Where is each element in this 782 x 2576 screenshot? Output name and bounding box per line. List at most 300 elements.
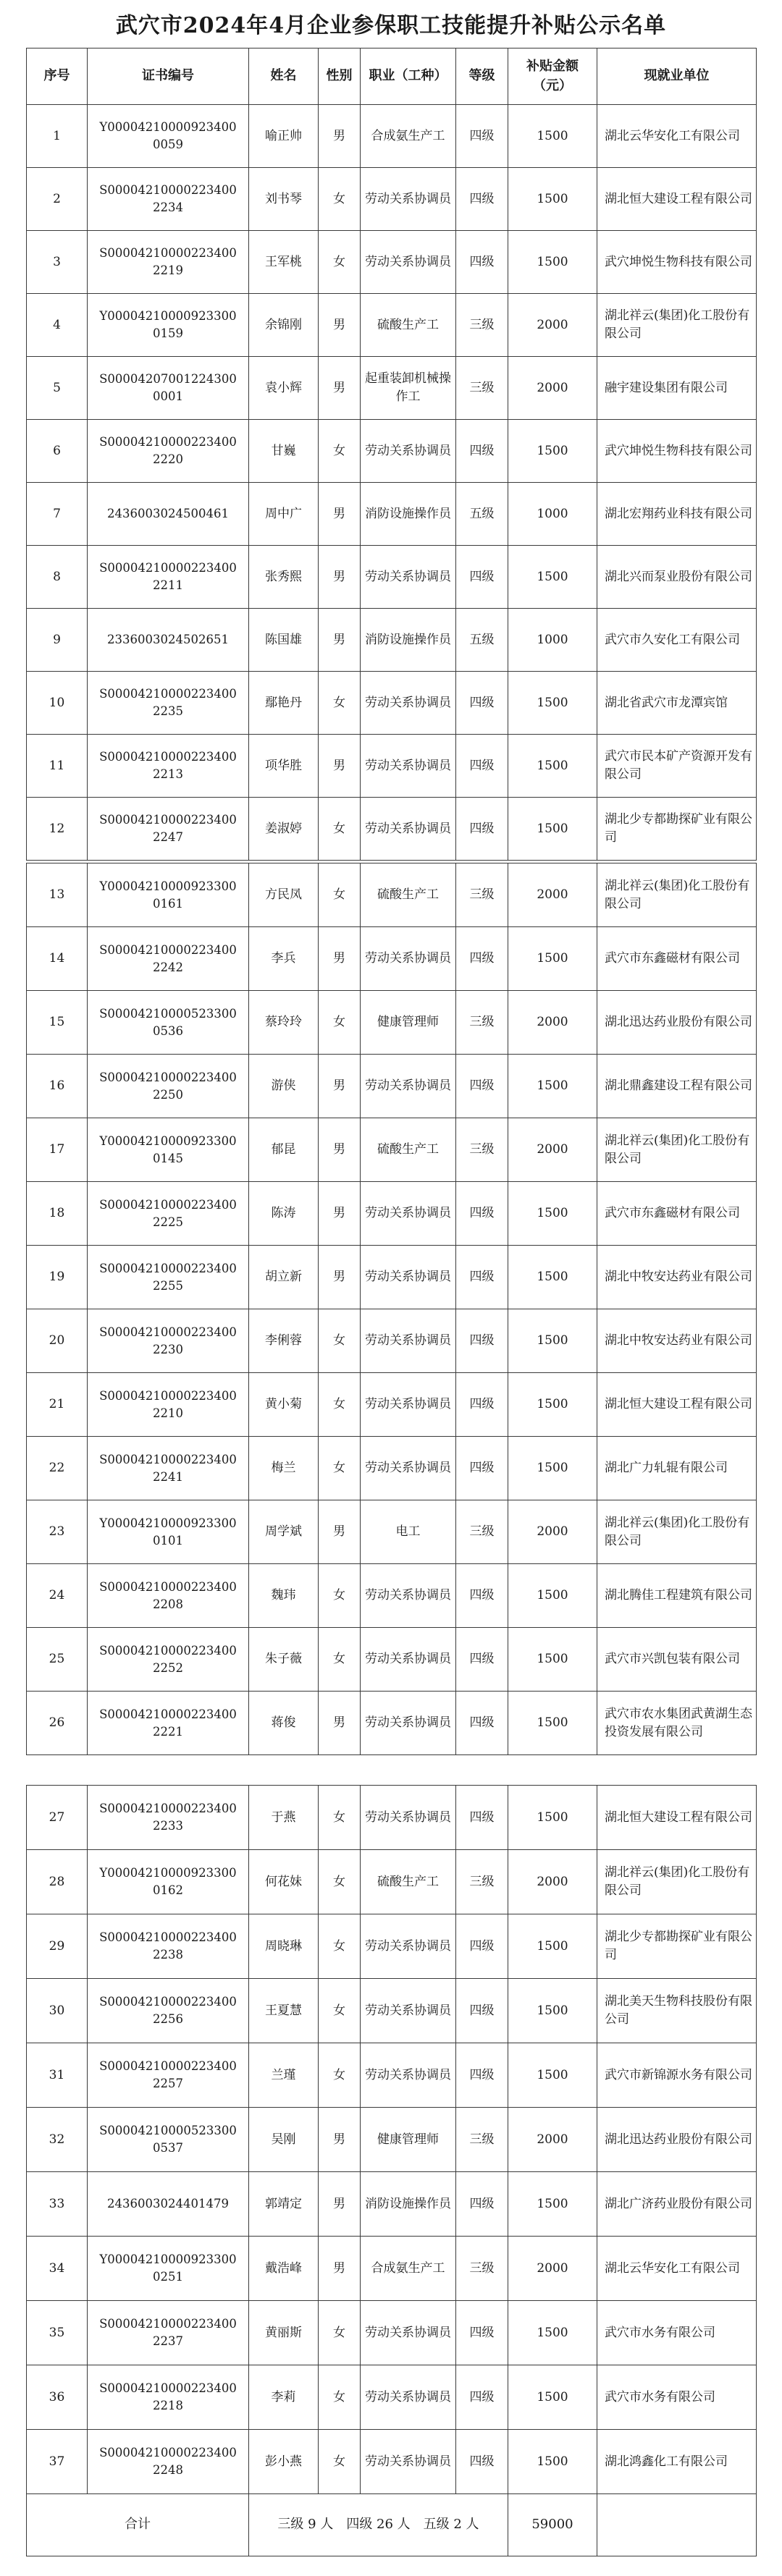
cell-seq: 27 [27, 1786, 88, 1850]
cell-cert: S00004210000223400 2238 [88, 1914, 249, 1979]
cell-level: 四级 [456, 2365, 508, 2430]
cell-gender: 男 [319, 294, 361, 357]
cell-amount: 1500 [508, 2365, 597, 2430]
table-header-row [27, 48, 757, 105]
cell-level: 四级 [456, 1246, 508, 1309]
cell-seq: 28 [27, 1850, 88, 1914]
cell-gender: 女 [319, 1979, 361, 2043]
cell-name: 郭靖定 [249, 2172, 319, 2237]
cell-amount: 2000 [508, 991, 597, 1055]
cell-name: 周中广 [249, 483, 319, 546]
cell-amount: 2000 [508, 1500, 597, 1564]
cell-name: 李俐蓉 [249, 1309, 319, 1373]
cell-cert: Y00004210000923300 0162 [88, 1850, 249, 1914]
cell-seq: 25 [27, 1628, 88, 1692]
cell-level: 四级 [456, 735, 508, 798]
header-level: 等级 [456, 48, 508, 105]
cell-amount: 2000 [508, 357, 597, 420]
cell-amount: 1500 [508, 672, 597, 735]
cell-level: 四级 [456, 1786, 508, 1850]
cell-level: 四级 [456, 168, 508, 231]
cell-amount: 1500 [508, 2430, 597, 2494]
cell-job: 健康管理师 [361, 991, 456, 1055]
cell-gender: 男 [319, 357, 361, 420]
cell-unit: 湖北中牧安达药业有限公司 [597, 1246, 757, 1309]
cell-seq: 29 [27, 1914, 88, 1979]
cell-job: 硫酸生产工 [361, 294, 456, 357]
cell-gender: 女 [319, 1437, 361, 1500]
cell-unit: 湖北祥云(集团)化工股份有限公司 [597, 863, 757, 927]
table-row [27, 483, 757, 546]
cell-amount: 1500 [508, 798, 597, 861]
cell-name: 彭小燕 [249, 2430, 319, 2494]
cell-unit: 湖北鼎鑫建设工程有限公司 [597, 1055, 757, 1118]
cell-cert: S00004210000223400 2247 [88, 798, 249, 861]
table-row [27, 2237, 757, 2301]
cell-seq: 11 [27, 735, 88, 798]
cell-job: 健康管理师 [361, 2108, 456, 2172]
cell-seq: 13 [27, 863, 88, 927]
cell-name: 方民凤 [249, 863, 319, 927]
cell-level: 三级 [456, 1850, 508, 1914]
cell-unit: 武穴市水务有限公司 [597, 2301, 757, 2365]
cell-unit: 湖北祥云(集团)化工股份有限公司 [597, 294, 757, 357]
cell-unit: 湖北少专都勘探矿业有限公司 [597, 798, 757, 861]
cell-job: 消防设施操作员 [361, 2172, 456, 2237]
cell-seq: 1 [27, 105, 88, 168]
cell-name: 黄丽斯 [249, 2301, 319, 2365]
cell-cert: 2436003024401479 [88, 2172, 249, 2237]
cell-cert: S00004210000223400 2237 [88, 2301, 249, 2365]
cell-gender: 男 [319, 1246, 361, 1309]
cell-amount: 1500 [508, 1373, 597, 1437]
cell-gender: 女 [319, 2430, 361, 2494]
cell-cert: S00004210000223400 2234 [88, 168, 249, 231]
table-row [27, 1564, 757, 1628]
cell-unit: 湖北鸿鑫化工有限公司 [597, 2430, 757, 2494]
table-row [27, 231, 757, 294]
cell-gender: 男 [319, 927, 361, 991]
table-row [27, 735, 757, 798]
cell-seq: 16 [27, 1055, 88, 1118]
cell-gender: 女 [319, 1309, 361, 1373]
cell-cert: S00004210000223400 2252 [88, 1628, 249, 1692]
cell-seq: 3 [27, 231, 88, 294]
cell-job: 劳动关系协调员 [361, 1692, 456, 1755]
cell-cert: 2436003024500461 [88, 483, 249, 546]
cell-unit: 武穴市久安化工有限公司 [597, 609, 757, 672]
cell-seq: 33 [27, 2172, 88, 2237]
table-row [27, 2365, 757, 2430]
cell-job: 起重装卸机械操作工 [361, 357, 456, 420]
cell-name: 戴浩峰 [249, 2237, 319, 2301]
cell-seq: 19 [27, 1246, 88, 1309]
cell-unit: 湖北迅达药业股份有限公司 [597, 2108, 757, 2172]
header-amount: 补贴金额（元） [508, 48, 597, 105]
cell-cert: S00004210000223400 2221 [88, 1692, 249, 1755]
cell-name: 喻正帅 [249, 105, 319, 168]
cell-job: 消防设施操作员 [361, 609, 456, 672]
table-row [27, 2430, 757, 2494]
cell-job: 硫酸生产工 [361, 863, 456, 927]
cell-level: 四级 [456, 231, 508, 294]
cell-seq: 30 [27, 1979, 88, 2043]
cell-name: 于燕 [249, 1786, 319, 1850]
cell-cert: Y00004210000923300 0101 [88, 1500, 249, 1564]
cell-unit: 武穴市兴凯包装有限公司 [597, 1628, 757, 1692]
cell-unit: 湖北美天生物科技股份有限公司 [597, 1979, 757, 2043]
cell-unit: 武穴市新锦源水务有限公司 [597, 2043, 757, 2108]
cell-amount: 2000 [508, 294, 597, 357]
cell-level: 三级 [456, 2237, 508, 2301]
cell-unit: 武穴坤悦生物科技有限公司 [597, 420, 757, 483]
cell-name: 姜淑婷 [249, 798, 319, 861]
cell-job: 劳动关系协调员 [361, 1055, 456, 1118]
cell-gender: 女 [319, 1373, 361, 1437]
cell-level: 四级 [456, 2043, 508, 2108]
cell-cert: S00004210000523300 0537 [88, 2108, 249, 2172]
cell-job: 电工 [361, 1500, 456, 1564]
cell-seq: 37 [27, 2430, 88, 2494]
cell-cert: S00004207001224300 0001 [88, 357, 249, 420]
cell-cert: S00004210000223400 2210 [88, 1373, 249, 1437]
cell-job: 劳动关系协调员 [361, 2301, 456, 2365]
cell-cert: S00004210000223400 2220 [88, 420, 249, 483]
cell-seq: 22 [27, 1437, 88, 1500]
cell-amount: 1500 [508, 1246, 597, 1309]
table-row [27, 1850, 757, 1914]
cell-amount: 1500 [508, 231, 597, 294]
table-row [27, 798, 757, 861]
cell-seq: 18 [27, 1182, 88, 1246]
table-row [27, 2043, 757, 2108]
cell-name: 梅兰 [249, 1437, 319, 1500]
cell-job: 劳动关系协调员 [361, 1628, 456, 1692]
cell-gender: 男 [319, 105, 361, 168]
cell-cert: S00004210000223400 2208 [88, 1564, 249, 1628]
cell-job: 劳动关系协调员 [361, 1564, 456, 1628]
cell-level: 四级 [456, 420, 508, 483]
cell-gender: 男 [319, 1182, 361, 1246]
table-row [27, 168, 757, 231]
cell-cert: S00004210000223400 2250 [88, 1055, 249, 1118]
cell-gender: 男 [319, 609, 361, 672]
cell-cert: S00004210000223400 2230 [88, 1309, 249, 1373]
cell-gender: 女 [319, 2301, 361, 2365]
table-row [27, 1055, 757, 1118]
cell-seq: 4 [27, 294, 88, 357]
cell-unit: 湖北中牧安达药业有限公司 [597, 1309, 757, 1373]
cell-name: 项华胜 [249, 735, 319, 798]
cell-job: 劳动关系协调员 [361, 1373, 456, 1437]
cell-amount: 1500 [508, 2172, 597, 2237]
cell-cert: 2336003024502651 [88, 609, 249, 672]
cell-job: 硫酸生产工 [361, 1850, 456, 1914]
cell-amount: 1500 [508, 1564, 597, 1628]
cell-name: 郁昆 [249, 1118, 319, 1182]
cell-job: 硫酸生产工 [361, 1118, 456, 1182]
cell-gender: 女 [319, 672, 361, 735]
cell-cert: S00004210000223400 2257 [88, 2043, 249, 2108]
cell-level: 四级 [456, 2301, 508, 2365]
cell-job: 劳动关系协调员 [361, 798, 456, 861]
table-row [27, 1979, 757, 2043]
table-row [27, 1914, 757, 1979]
cell-job: 劳动关系协调员 [361, 1914, 456, 1979]
cell-name: 袁小辉 [249, 357, 319, 420]
cell-seq: 36 [27, 2365, 88, 2430]
cell-level: 四级 [456, 1692, 508, 1755]
table-row [27, 927, 757, 991]
cell-gender: 男 [319, 1500, 361, 1564]
cell-name: 李莉 [249, 2365, 319, 2430]
cell-unit: 湖北云华安化工有限公司 [597, 2237, 757, 2301]
cell-cert: S00004210000223400 2233 [88, 1786, 249, 1850]
cell-level: 四级 [456, 1564, 508, 1628]
cell-gender: 女 [319, 168, 361, 231]
cell-seq: 6 [27, 420, 88, 483]
cell-cert: S00004210000223400 2255 [88, 1246, 249, 1309]
table-row [27, 1246, 757, 1309]
cell-unit: 湖北省武穴市龙潭宾馆 [597, 672, 757, 735]
cell-amount: 1500 [508, 420, 597, 483]
cell-seq: 5 [27, 357, 88, 420]
cell-seq: 24 [27, 1564, 88, 1628]
cell-gender: 男 [319, 1692, 361, 1755]
page-title: 武穴市2024年4月企业参保职工技能提升补贴公示名单 [115, 13, 667, 38]
cell-name: 黄小菊 [249, 1373, 319, 1437]
total-row [27, 2494, 757, 2556]
cell-unit: 湖北祥云(集团)化工股份有限公司 [597, 1118, 757, 1182]
subsidy-table-page-1 [26, 48, 757, 861]
cell-level: 四级 [456, 1309, 508, 1373]
cell-unit: 湖北宏翔药业科技有限公司 [597, 483, 757, 546]
cell-unit: 湖北恒大建设工程有限公司 [597, 1373, 757, 1437]
cell-job: 劳动关系协调员 [361, 2430, 456, 2494]
cell-unit: 武穴市东鑫磁材有限公司 [597, 1182, 757, 1246]
cell-level: 四级 [456, 1437, 508, 1500]
cell-cert: S00004210000223400 2235 [88, 672, 249, 735]
cell-gender: 女 [319, 2043, 361, 2108]
cell-cert: S00004210000223400 2248 [88, 2430, 249, 2494]
table-row [27, 672, 757, 735]
cell-job: 劳动关系协调员 [361, 1437, 456, 1500]
cell-amount: 1500 [508, 168, 597, 231]
cell-gender: 男 [319, 546, 361, 609]
cell-unit: 湖北祥云(集团)化工股份有限公司 [597, 1500, 757, 1564]
cell-gender: 男 [319, 1055, 361, 1118]
cell-job: 劳动关系协调员 [361, 1979, 456, 2043]
cell-level: 五级 [456, 609, 508, 672]
subsidy-table-page-2 [26, 863, 757, 1755]
cell-job: 劳动关系协调员 [361, 672, 456, 735]
cell-unit: 湖北广力轧辊有限公司 [597, 1437, 757, 1500]
cell-cert: Y00004210000923300 0251 [88, 2237, 249, 2301]
cell-seq: 2 [27, 168, 88, 231]
cell-gender: 女 [319, 1850, 361, 1914]
table-row [27, 420, 757, 483]
cell-amount: 1500 [508, 2043, 597, 2108]
cell-amount: 1500 [508, 1786, 597, 1850]
cell-cert: Y00004210000923400 0059 [88, 105, 249, 168]
cell-amount: 1500 [508, 546, 597, 609]
cell-level: 三级 [456, 357, 508, 420]
cell-seq: 34 [27, 2237, 88, 2301]
header-cert: 证书编号 [88, 48, 249, 105]
cell-gender: 女 [319, 1628, 361, 1692]
cell-unit: 湖北广济药业股份有限公司 [597, 2172, 757, 2237]
cell-name: 张秀熙 [249, 546, 319, 609]
cell-name: 周学斌 [249, 1500, 319, 1564]
header-gender: 性别 [319, 48, 361, 105]
table-row [27, 1118, 757, 1182]
cell-amount: 1500 [508, 927, 597, 991]
cell-name: 鄢艳丹 [249, 672, 319, 735]
cell-seq: 15 [27, 991, 88, 1055]
cell-level: 三级 [456, 863, 508, 927]
cell-name: 王夏慧 [249, 1979, 319, 2043]
cell-level: 四级 [456, 1373, 508, 1437]
cell-name: 蔡玲玲 [249, 991, 319, 1055]
cell-cert: Y00004210000923300 0159 [88, 294, 249, 357]
header-name: 姓名 [249, 48, 319, 105]
cell-job: 劳动关系协调员 [361, 168, 456, 231]
cell-name: 李兵 [249, 927, 319, 991]
table-row [27, 1437, 757, 1500]
table-row [27, 1692, 757, 1755]
cell-gender: 男 [319, 2237, 361, 2301]
cell-seq: 14 [27, 927, 88, 991]
cell-seq: 17 [27, 1118, 88, 1182]
cell-cert: S00004210000523300 0536 [88, 991, 249, 1055]
cell-gender: 男 [319, 2172, 361, 2237]
cell-name: 何花妹 [249, 1850, 319, 1914]
cell-name: 兰瑾 [249, 2043, 319, 2108]
cell-level: 三级 [456, 1500, 508, 1564]
cell-level: 三级 [456, 1118, 508, 1182]
table-row [27, 1628, 757, 1692]
cell-amount: 1500 [508, 1055, 597, 1118]
cell-amount: 1000 [508, 609, 597, 672]
table-row [27, 546, 757, 609]
cell-seq: 31 [27, 2043, 88, 2108]
cell-amount: 1500 [508, 2301, 597, 2365]
table-row [27, 609, 757, 672]
cell-cert: S00004210000223400 2242 [88, 927, 249, 991]
cell-gender: 女 [319, 991, 361, 1055]
table-row [27, 2108, 757, 2172]
cell-job: 劳动关系协调员 [361, 420, 456, 483]
cell-level: 四级 [456, 546, 508, 609]
cell-job: 劳动关系协调员 [361, 1309, 456, 1373]
cell-seq: 35 [27, 2301, 88, 2365]
table-row [27, 2172, 757, 2237]
cell-name: 游侠 [249, 1055, 319, 1118]
total-label: 合计 [27, 2494, 249, 2556]
cell-name: 刘书琴 [249, 168, 319, 231]
table-row [27, 294, 757, 357]
header-seq: 序号 [27, 48, 88, 105]
cell-name: 王军桃 [249, 231, 319, 294]
cell-job: 劳动关系协调员 [361, 1786, 456, 1850]
cell-gender: 男 [319, 735, 361, 798]
cell-seq: 32 [27, 2108, 88, 2172]
cell-seq: 20 [27, 1309, 88, 1373]
cell-level: 四级 [456, 105, 508, 168]
cell-gender: 男 [319, 2108, 361, 2172]
cell-seq: 23 [27, 1500, 88, 1564]
table-row [27, 2301, 757, 2365]
cell-unit: 湖北祥云(集团)化工股份有限公司 [597, 1850, 757, 1914]
cell-gender: 女 [319, 798, 361, 861]
cell-name: 周晓琳 [249, 1914, 319, 1979]
cell-amount: 2000 [508, 2108, 597, 2172]
cell-amount: 1500 [508, 1628, 597, 1692]
cell-cert: S00004210000223400 2225 [88, 1182, 249, 1246]
cell-level: 四级 [456, 1628, 508, 1692]
table-row [27, 1373, 757, 1437]
cell-job: 劳动关系协调员 [361, 735, 456, 798]
cell-name: 蒋俊 [249, 1692, 319, 1755]
cell-cert: Y00004210000923300 0145 [88, 1118, 249, 1182]
cell-level: 三级 [456, 991, 508, 1055]
cell-amount: 2000 [508, 2237, 597, 2301]
table-row [27, 1786, 757, 1850]
cell-cert: S00004210000223400 2219 [88, 231, 249, 294]
table-row [27, 1182, 757, 1246]
cell-job: 消防设施操作员 [361, 483, 456, 546]
cell-unit: 湖北腾佳工程建筑有限公司 [597, 1564, 757, 1628]
cell-job: 劳动关系协调员 [361, 546, 456, 609]
cell-job: 劳动关系协调员 [361, 2365, 456, 2430]
table-row [27, 1500, 757, 1564]
table-row [27, 357, 757, 420]
cell-gender: 男 [319, 1118, 361, 1182]
cell-unit: 湖北迅达药业股份有限公司 [597, 991, 757, 1055]
cell-amount: 1500 [508, 1979, 597, 2043]
cell-gender: 女 [319, 863, 361, 927]
cell-name: 甘巍 [249, 420, 319, 483]
cell-amount: 1500 [508, 105, 597, 168]
cell-level: 四级 [456, 1914, 508, 1979]
cell-level: 四级 [456, 1182, 508, 1246]
cell-cert: S00004210000223400 2211 [88, 546, 249, 609]
cell-amount: 1500 [508, 1914, 597, 1979]
cell-job: 合成氨生产工 [361, 105, 456, 168]
cell-gender: 女 [319, 1914, 361, 1979]
subsidy-table-page-3 [26, 1785, 757, 2556]
cell-unit: 湖北云华安化工有限公司 [597, 105, 757, 168]
cell-job: 劳动关系协调员 [361, 1182, 456, 1246]
cell-amount: 2000 [508, 863, 597, 927]
cell-seq: 12 [27, 798, 88, 861]
cell-gender: 女 [319, 231, 361, 294]
cell-amount: 1500 [508, 1309, 597, 1373]
cell-name: 魏玮 [249, 1564, 319, 1628]
cell-level: 四级 [456, 672, 508, 735]
cell-unit: 武穴市水务有限公司 [597, 2365, 757, 2430]
cell-gender: 女 [319, 1564, 361, 1628]
cell-unit: 湖北少专都勘探矿业有限公司 [597, 1914, 757, 1979]
cell-amount: 2000 [508, 1118, 597, 1182]
cell-cert: S00004210000223400 2218 [88, 2365, 249, 2430]
cell-seq: 10 [27, 672, 88, 735]
total-empty-cell [597, 2494, 757, 2556]
cell-gender: 女 [319, 2365, 361, 2430]
cell-job: 合成氨生产工 [361, 2237, 456, 2301]
cell-seq: 21 [27, 1373, 88, 1437]
cell-level: 四级 [456, 927, 508, 991]
